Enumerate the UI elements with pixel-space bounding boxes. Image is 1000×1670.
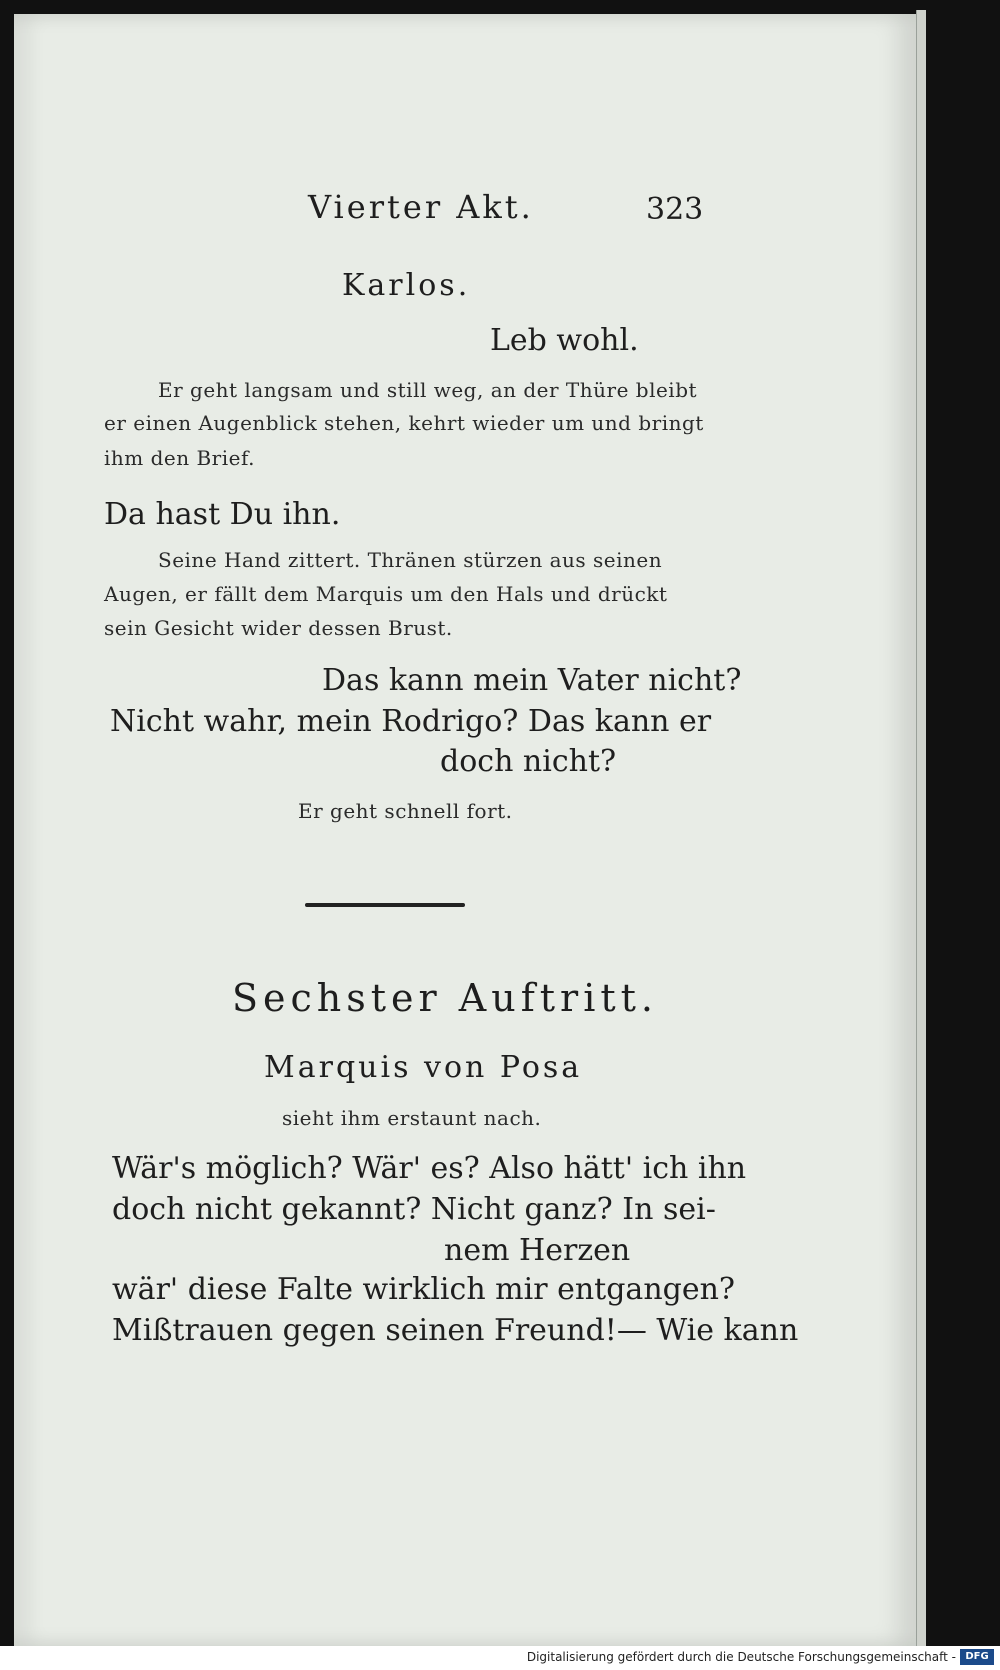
verse-line: Nicht wahr, mein Rodrigo? Das kann er xyxy=(110,704,712,739)
dfg-logo: DFG xyxy=(960,1649,994,1665)
stage-direction: ihm den Brief. xyxy=(104,446,256,470)
stage-direction: sein Gesicht wider dessen Brust. xyxy=(104,616,453,640)
verse-line: Wär's möglich? Wär' es? Also hätt' ich ihn xyxy=(112,1151,747,1186)
verse-line: Leb wohl. xyxy=(490,323,639,358)
stage-direction: Er geht schnell fort. xyxy=(298,799,513,823)
verse-line: Mißtrauen gegen seinen Freund!— Wie kann xyxy=(112,1313,799,1348)
running-title: Vierter Akt. xyxy=(308,188,534,226)
page-edge xyxy=(916,10,926,1646)
stage-direction: Seine Hand zittert. Thränen stürzen aus seinen xyxy=(158,548,663,572)
stage-direction: Er geht langsam und still weg, an der Thüre bleibt xyxy=(158,378,698,402)
digitization-footer xyxy=(0,1646,1000,1670)
footer-credit: Digitalisierung gefördert durch die Deutsche Forschungsgemeinschaft - xyxy=(526,1650,956,1664)
verse-line: doch nicht gekannt? Nicht ganz? In sei- xyxy=(112,1192,716,1227)
scene-title: Sechster Auftritt. xyxy=(232,976,658,1020)
speaker-posa: Marquis von Posa xyxy=(264,1050,583,1085)
book-page xyxy=(14,14,916,1646)
verse-line: wär' diese Falte wirklich mir entgangen? xyxy=(112,1272,735,1307)
stage-direction: sieht ihm erstaunt nach. xyxy=(282,1106,542,1130)
verse-line: doch nicht? xyxy=(440,744,617,779)
stage-direction: Augen, er fällt dem Marquis um den Hals und drückt xyxy=(104,582,668,606)
section-divider xyxy=(305,903,465,907)
page-number: 323 xyxy=(646,192,704,227)
verse-line: Das kann mein Vater nicht? xyxy=(322,663,742,698)
verse-line: Da hast Du ihn. xyxy=(104,497,341,532)
verse-line: nem Herzen xyxy=(444,1233,631,1268)
stage-direction: er einen Augenblick stehen, kehrt wieder um und bringt xyxy=(104,411,704,435)
speaker-karlos: Karlos. xyxy=(342,268,471,303)
